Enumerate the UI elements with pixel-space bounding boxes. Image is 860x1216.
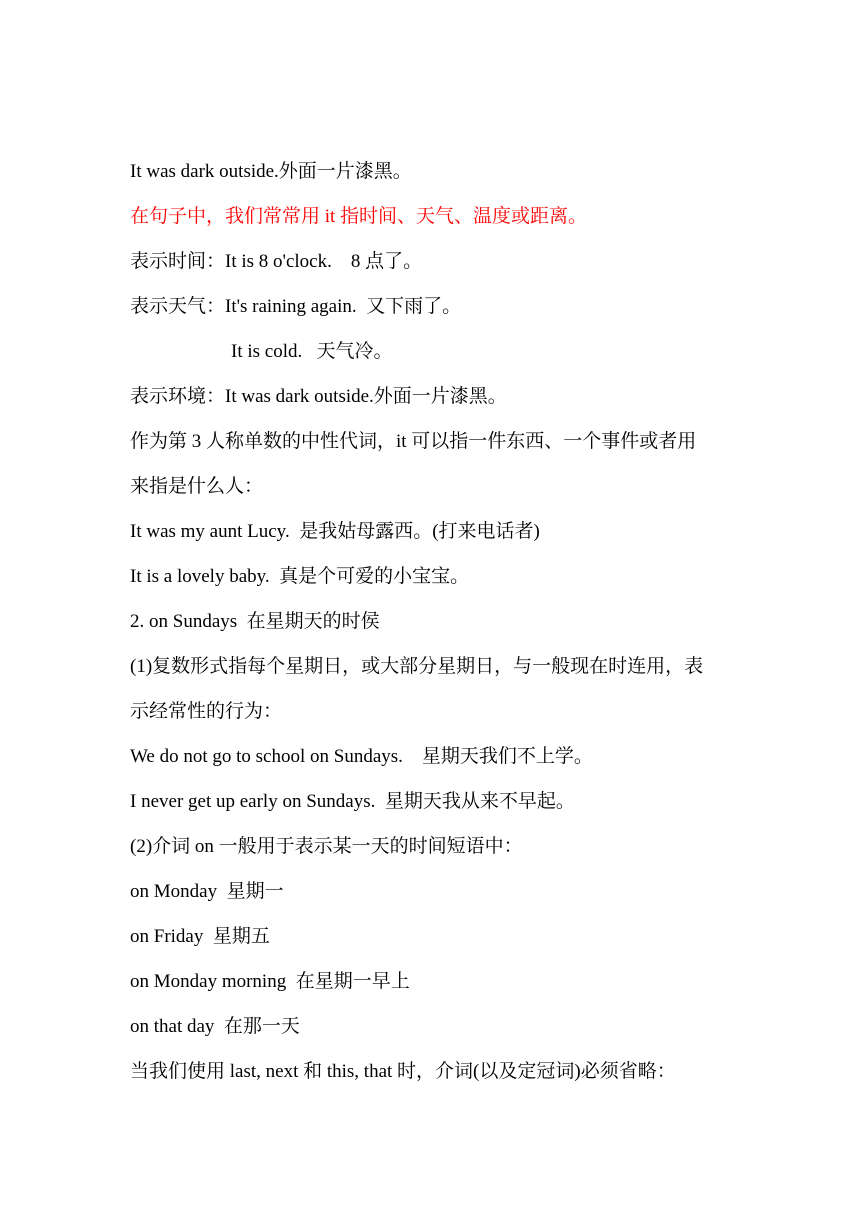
text-line: 当我们使用 last, next 和 this, that 时，介词(以及定冠词)必须省略： — [130, 1061, 676, 1082]
text-line: It was dark outside.外面一片漆黑。 — [130, 161, 412, 182]
phrase-example: on Friday 星期五 — [130, 926, 270, 947]
highlighted-rule-line: 在句子中，我们常常用 it 指时间、天气、温度或距离。 — [130, 206, 588, 227]
phrase-example: on Monday 星期一 — [130, 881, 284, 902]
example-sentence: I never get up early on Sundays. 星期天我从来不早起。 — [130, 791, 575, 812]
text-line: 示经常性的行为： — [130, 701, 283, 722]
text-line: 表示环境：It was dark outside.外面一片漆黑。 — [130, 386, 507, 407]
text-line: (1)复数形式指每个星期日，或大部分星期日，与一般现在时连用，表 — [130, 656, 704, 677]
example-sentence: It was my aunt Lucy. 是我姑母露西。(打来电话者) — [130, 521, 540, 542]
text-line: 表示天气：It's raining again. 又下雨了。 — [130, 296, 462, 317]
text-line: 作为第 3 人称单数的中性代词，it 可以指一件东西、一个事件或者用 — [130, 431, 697, 452]
text-line: 表示时间：It is 8 o'clock. 8 点了。 — [130, 251, 423, 272]
indented-example-line: It is cold. 天气冷。 — [231, 341, 393, 362]
text-line: (2)介词 on 一般用于表示某一天的时间短语中： — [130, 836, 523, 857]
phrase-example: on that day 在那一天 — [130, 1016, 300, 1037]
example-sentence: It is a lovely baby. 真是个可爱的小宝宝。 — [130, 566, 470, 587]
section-heading: 2. on Sundays 在星期天的时侯 — [130, 611, 380, 632]
text-line: 来指是什么人： — [130, 476, 264, 497]
example-sentence: We do not go to school on Sundays. 星期天我们不上学。 — [130, 746, 593, 767]
phrase-example: on Monday morning 在星期一早上 — [130, 971, 410, 992]
